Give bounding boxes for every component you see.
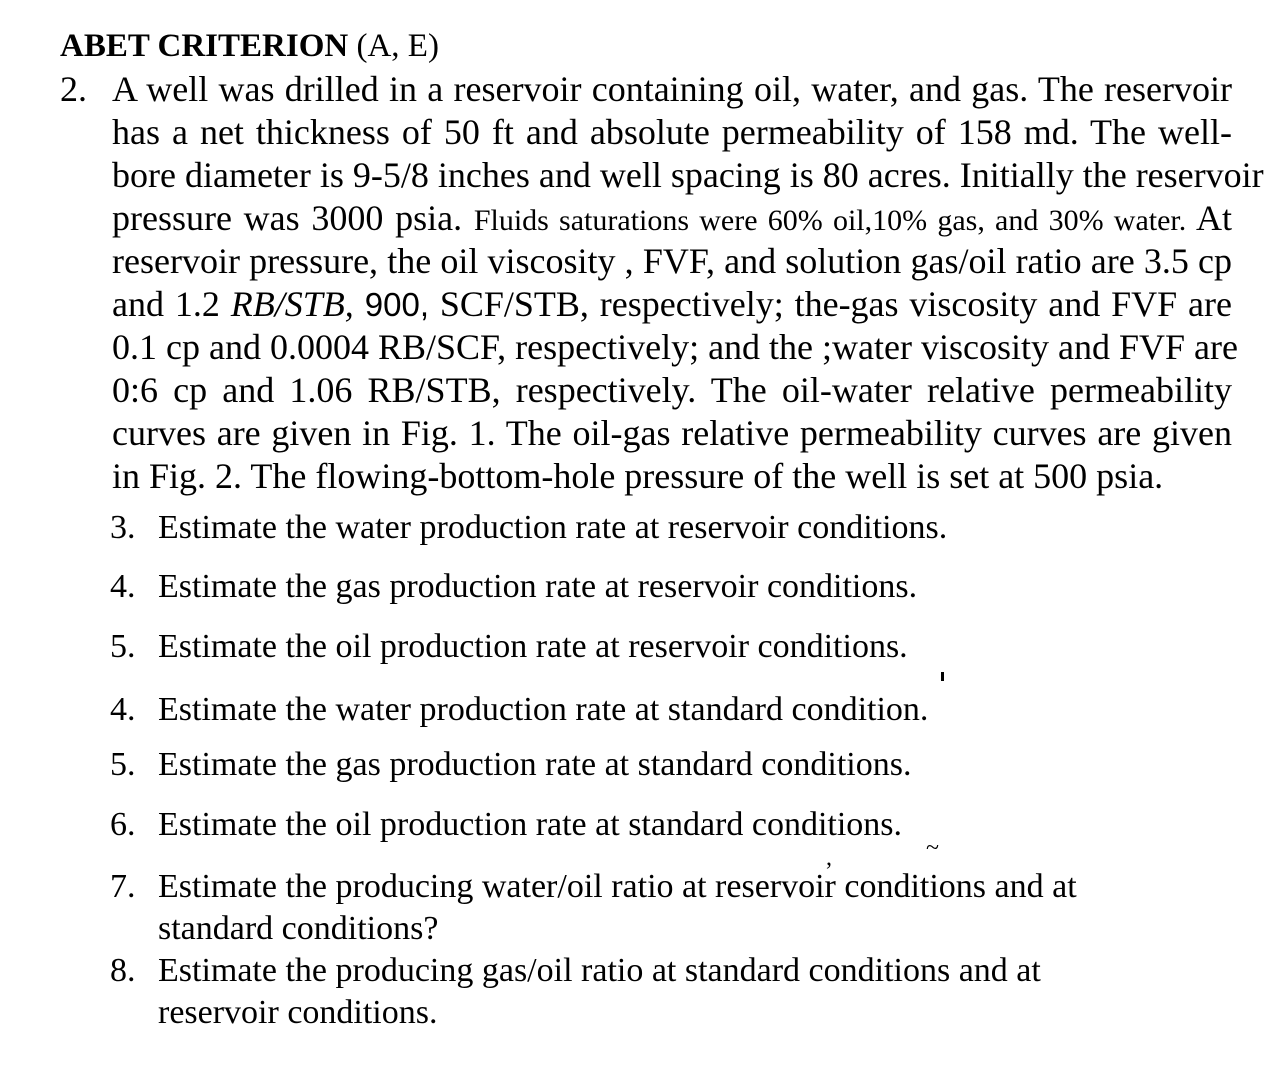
- list-item: [110, 866, 1077, 950]
- list-item: [110, 626, 908, 668]
- saturations-text: Fluids saturations were 60% oil,10% gas, and 30% water.: [473, 204, 1187, 237]
- stray-comma-mark: ,: [826, 845, 832, 871]
- statement-text: reservoir pressure, the oil viscosity , FVF, and solution gas/oil ratio are 3.5 cp: [112, 241, 1232, 281]
- heading-rest: (A, E): [348, 28, 439, 64]
- item-text-continued: standard conditions?: [158, 910, 439, 947]
- statement-line: [112, 154, 1264, 197]
- stray-tilde-mark: ~: [926, 835, 939, 861]
- item-number: 4.: [110, 691, 136, 728]
- item-text: Estimate the water production rate at standard condition.: [158, 691, 929, 728]
- stray-tick-mark: [941, 672, 944, 681]
- statement-line: [112, 240, 1232, 283]
- problem-number: 2.: [60, 69, 87, 109]
- list-item: [110, 744, 911, 786]
- statement-text: curves are given in Fig. 1. The oil-gas relative permeability curves are given: [112, 413, 1232, 453]
- statement-line: [112, 197, 1232, 240]
- item-text-continued: reservoir conditions.: [158, 994, 438, 1031]
- statement-text: 0.1 cp and 0.0004 RB/SCF, respectively; and the ;water viscosity and FVF are: [112, 327, 1238, 367]
- list-item: [110, 566, 917, 608]
- heading-bold: ABET CRITERION: [60, 28, 349, 64]
- item-number: 5.: [110, 628, 136, 665]
- fvf-unit-italic: RB/STB,: [230, 284, 354, 324]
- criterion-heading: [60, 26, 439, 66]
- gor-value: 900,: [353, 286, 429, 323]
- statement-line: [112, 369, 1232, 412]
- list-item: [110, 689, 928, 731]
- statement-text: At: [1186, 198, 1232, 238]
- list-item: [110, 804, 902, 846]
- statement-line: [112, 412, 1232, 455]
- list-item: [110, 950, 1041, 1034]
- item-text: Estimate the water production rate at reservoir conditions.: [158, 509, 948, 546]
- statement-line: [112, 68, 1232, 111]
- item-text: Estimate the oil production rate at reservoir conditions.: [158, 628, 908, 665]
- item-number: 7.: [110, 868, 136, 905]
- item-number: 8.: [110, 952, 136, 989]
- statement-text: in Fig. 2. The flowing-bottom-hole pressure of the well is set at 500 psia.: [112, 456, 1164, 496]
- item-text: Estimate the gas production rate at reservoir conditions.: [158, 568, 918, 605]
- statement-text: pressure was 3000 psia.: [112, 198, 474, 238]
- item-text: Estimate the producing water/oil ratio at reservoir conditions and at: [158, 868, 1077, 905]
- item-text: Estimate the gas production rate at standard conditions.: [158, 746, 912, 783]
- item-number: 6.: [110, 806, 136, 843]
- problem-statement: [112, 68, 1264, 498]
- statement-text: has a net thickness of 50 ft and absolute permeability of 158 md. The well-: [112, 112, 1232, 152]
- item-number: 3.: [110, 509, 136, 546]
- statement-line: [112, 455, 1232, 498]
- item-text: Estimate the oil production rate at standard conditions.: [158, 806, 903, 843]
- item-number: 4.: [110, 568, 136, 605]
- item-text: Estimate the producing gas/oil ratio at standard conditions and at: [158, 952, 1041, 989]
- statement-text: SCF/STB, respectively; the-gas viscosity and FVF are: [428, 284, 1232, 324]
- item-number: 5.: [110, 746, 136, 783]
- statement-text: and 1.2: [112, 284, 231, 324]
- list-item: [110, 507, 947, 549]
- statement-text: A well was drilled in a reservoir containing oil, water, and gas. The reservoir: [112, 69, 1232, 109]
- statement-text: bore diameter is 9-5/8 inches and well spacing is 80 acres. Initially the reservoir: [112, 155, 1264, 195]
- statement-line: [112, 283, 1232, 326]
- statement-line: [112, 111, 1232, 154]
- statement-text: 0:6 cp and 1.06 RB/STB, respectively. The oil-water relative permeability: [112, 370, 1232, 410]
- statement-line: [112, 326, 1238, 369]
